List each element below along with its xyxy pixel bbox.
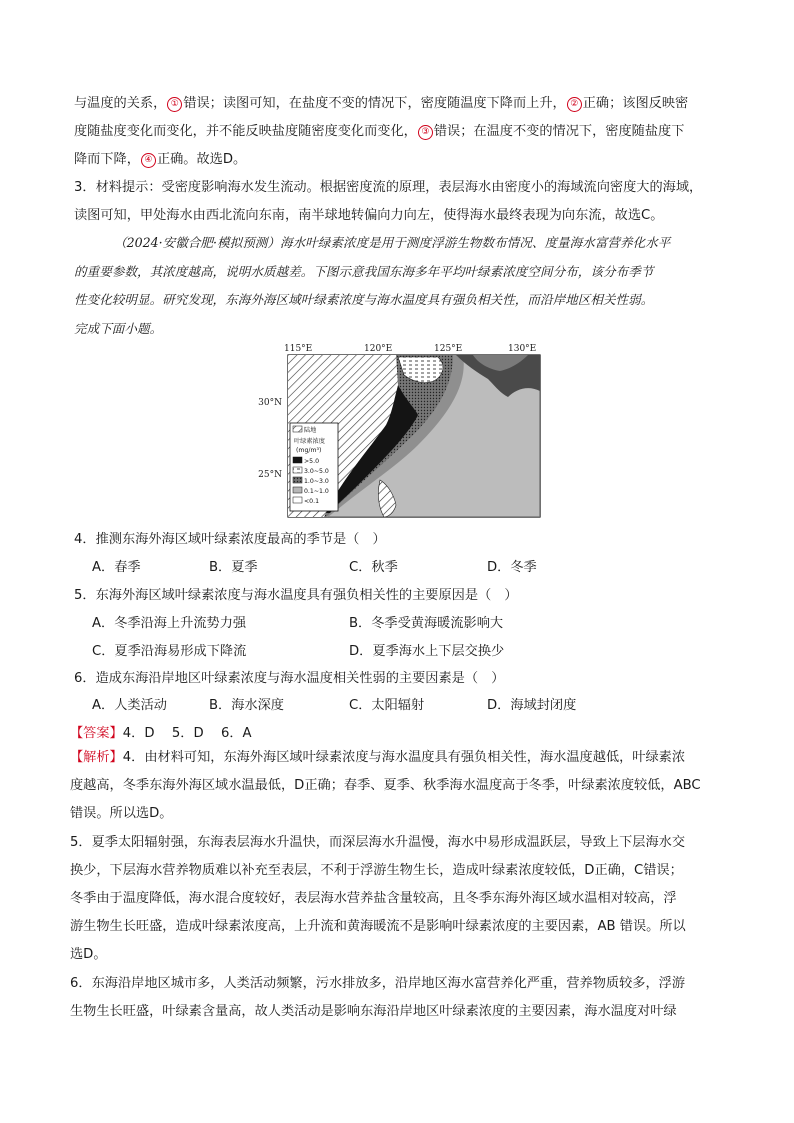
answer-line <box>70 722 252 741</box>
analysis-label: 【解析】 <box>70 750 123 765</box>
text-line: 与温度的关系， ① 错误；读图可知，在盐度不变的情况下，密度随温度下降而上升， ② 正确；该图反映密 <box>74 96 689 111</box>
text-line: 降而下降， ④ 正确。故选D。 <box>74 152 247 168</box>
legend-land-label: 陆地 <box>304 427 317 434</box>
lon-label: 130°E <box>508 344 537 354</box>
question-5-option: A．冬季沿海上升流势力强 <box>92 616 247 631</box>
lat-label: 25°N <box>258 470 282 480</box>
text-line: 度随盐度变化而变化，并不能反映盐度随密度变化而变化， ③ 错误；在温度不变的情况下，密度随盐度下 <box>74 124 685 140</box>
east-china-sea-chlorophyll-map <box>258 341 544 519</box>
text-line: （2024·安徽合肥·模拟预测）海水叶绿素浓度是用于测度浮游生物数布情况、度量海水富营养化水平 <box>114 235 671 250</box>
legend-item: 1.0~3.0 <box>304 478 329 485</box>
map-legend <box>290 423 338 511</box>
legend-item: >5.0 <box>304 458 320 465</box>
text-line: 冬季由于温度降低，海水混合度较好，表层海水营养盐含量较高，且冬季东海外海区域水温相对较高，浮 <box>70 891 677 907</box>
legend-item: <0.1 <box>304 498 320 505</box>
legend-title: 叶绿素浓度 <box>294 438 325 445</box>
text-line: 性变化较明显。研究发现，东海外海区域叶绿素浓度与海水温度具有强负相关性，而沿岸地区相关性弱。 <box>74 292 654 307</box>
text-line: 度越高，冬季东海外海区域水温最低，D正确；春季、夏季、秋季海水温度高于冬季，叶绿素浓度较低，ABC <box>70 778 701 794</box>
question-4-option: C．秋季 <box>349 560 398 575</box>
circled-marker: ③ <box>418 125 433 140</box>
question-4-stem: 4．推测东海外海区域叶绿素浓度最高的季节是（ ） <box>74 532 386 547</box>
question-5-option: B．冬季受黄海暖流影响大 <box>349 616 504 631</box>
question-4-option: A．春季 <box>92 560 141 575</box>
text-line: 5．夏季太阳辐射强，东海表层海水升温快，而深层海水升温慢，海水中易形成温跃层，导致上下层海水交 <box>70 834 686 850</box>
question-6-option: B．海水深度 <box>209 698 284 713</box>
explanation-block-1 <box>74 90 724 175</box>
text-line: 错误。所以选D。 <box>70 806 173 822</box>
question-6-option: C．太阳辐射 <box>349 698 425 713</box>
question-6-option: A．人类活动 <box>92 698 167 713</box>
text-line: 读图可知，甲处海水由西北流向东南，南半球地转偏向力向左，使得海水最终表现为向东流，故选C。 <box>74 208 664 224</box>
circled-marker: ④ <box>141 153 156 168</box>
question-5-option: C．夏季沿海易形成下降流 <box>92 644 247 659</box>
text-line: 选D。 <box>70 947 107 963</box>
text-line: 游生物生长旺盛，造成叶绿素浓度高，上升流和黄海暖流不是影响叶绿素浓度的主要因素，AB 错误。所以 <box>70 919 686 935</box>
question-6-stem: 6．造成东海沿岸地区叶绿素浓度与海水温度相关性弱的主要因素是（ ） <box>74 671 505 686</box>
legend-item: 0.1~1.0 <box>304 488 329 495</box>
question-5-stem: 5．东海外海区域叶绿素浓度与海水温度具有强负相关性的主要原因是（ ） <box>74 588 518 603</box>
text-line: 完成下面小题。 <box>74 320 163 336</box>
legend-unit: (mg/m³) <box>296 447 322 454</box>
text-line: 3．材料提示：受密度影响海水发生流动。根据密度流的原理，表层海水由密度小的海域流向密度大的海域， <box>74 180 703 195</box>
explanation-block-3 <box>74 174 724 230</box>
lon-label: 120°E <box>364 344 393 354</box>
legend-item: 3.0~5.0 <box>304 468 329 475</box>
lon-label: 115°E <box>284 344 313 354</box>
answer-label: 【答案】 <box>70 726 123 741</box>
text-line: 的重要参数，其浓度越高，说明水质越差。下图示意我国东海多年平均叶绿素浓度空间分布，该分布季节 <box>74 263 654 279</box>
question-6-option: D．海域封闭度 <box>487 698 577 713</box>
text-line: 换少，下层海水营养物质难以补充至表层，不利于浮游生物生长，造成叶绿素浓度较低，D正确，C错误； <box>70 862 683 878</box>
circled-marker: ② <box>567 97 582 112</box>
answer-text: 4．D 5．D 6．A <box>122 726 252 741</box>
text-line: 6．东海沿岸地区城市多，人类活动频繁，污水排放多，沿岸地区海水富营养化严重，营养物质较多，浮游 <box>70 975 686 991</box>
circled-marker: ① <box>167 97 182 112</box>
analysis-block <box>70 744 726 1026</box>
text-line: 生物生长旺盛，叶绿素含量高，故人类活动是影响东海沿岸地区叶绿素浓度的主要因素，海水温度对叶绿 <box>70 1003 677 1019</box>
question-4-option: D．冬季 <box>487 560 537 575</box>
question-intro <box>74 229 724 343</box>
question-4-option: B．夏季 <box>209 560 258 575</box>
text-line: 【解析】4．由材料可知，东海外海区域叶绿素浓度与海水温度具有强负相关性，海水温度越低，叶绿素浓 <box>70 750 686 765</box>
question-5-option: D．夏季海水上下层交换少 <box>349 644 505 659</box>
lat-label: 30°N <box>258 398 282 408</box>
lon-label: 125°E <box>434 344 463 354</box>
